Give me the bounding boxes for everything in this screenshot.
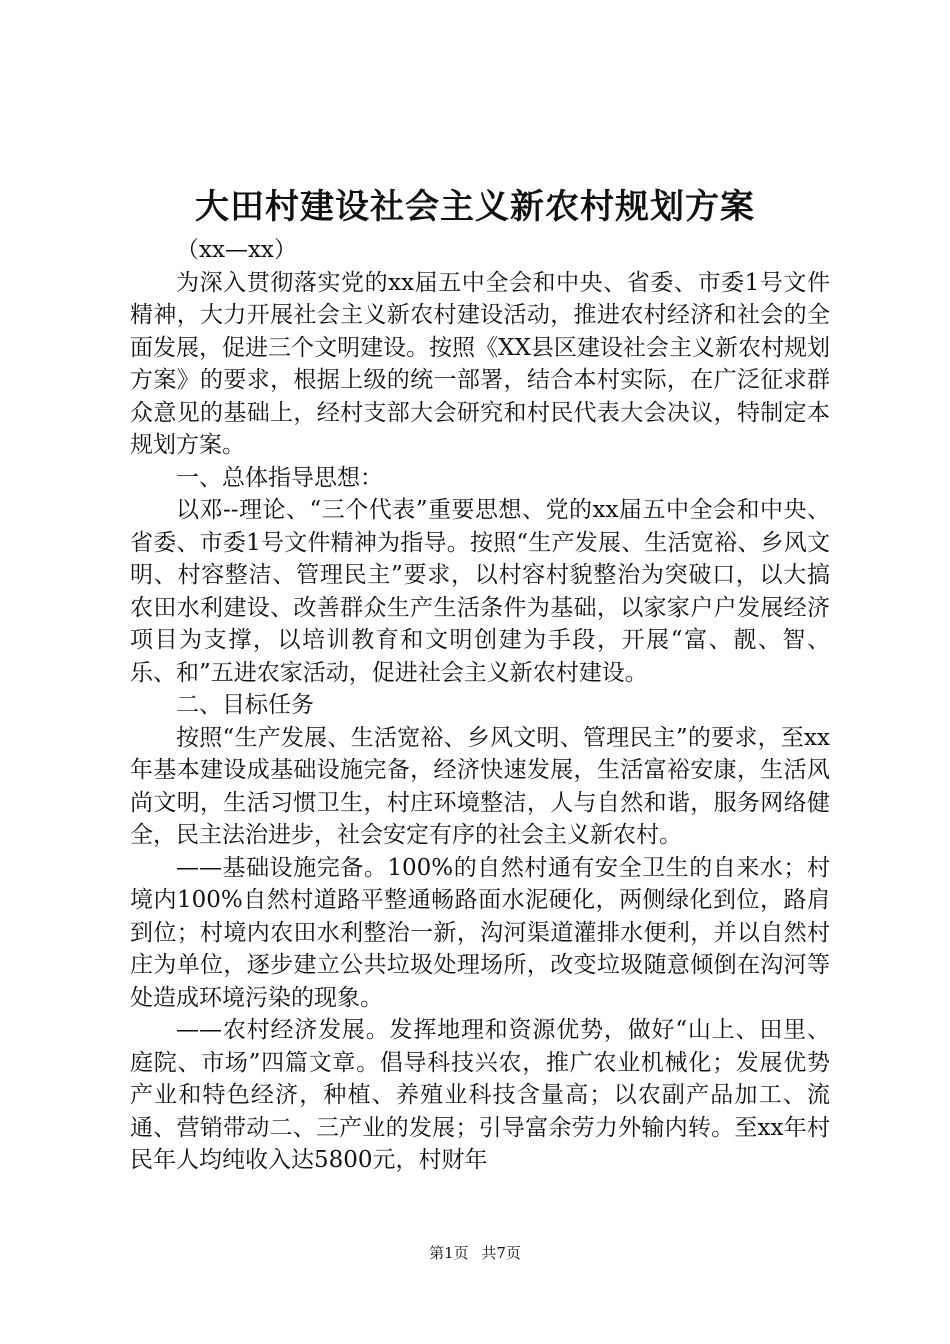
document-title: 大田村建设社会主义新农村规划方案 — [195, 187, 755, 227]
date-range-paragraph: （xx—xx） — [176, 237, 297, 263]
targets-paragraph: 按照“生产发展、生活宽裕、乡风文明、管理民主”的要求，至xx年基本建设成基础设施完备，经济快速发展，生活富裕安康，生活风尚文明，生活习惯卫生，村庄环境整洁，人与自然和谐，服务网络健全，民主法治进步，社会安定有序的社会主义新农村。 — [130, 724, 830, 848]
intro-paragraph: 为深入贯彻落实党的xx届五中全会和中央、省委、市委1号文件精神，大力开展社会主义新农村建设活动，推进农村经济和社会的全面发展，促进三个文明建设。按照《XX县区建设社会主义新农村规划方案》的要求，根据上级的统一部署，结合本村实际，在广泛征求群众意见的基础上，经村支部大会研究和村民代表大会决议，特制定本规划方案。 — [130, 269, 830, 458]
page-number: 第1页 — [429, 1244, 469, 1262]
infrastructure-paragraph: ——基础设施完备。100%的自然村通有安全卫生的自来水；村境内100%自然村道路平整通畅路面水泥硬化，两侧绿化到位，路肩到位；村境内农田水利整治一新，沟河渠道灌排水便利，并以自然村庄为单位，逐步建立公共垃圾处理场所，改变垃圾随意倾倒在沟河等处造成环境污染的现象。 — [130, 854, 830, 1011]
total-pages: 共7页 — [481, 1244, 521, 1262]
economy-paragraph: ——农村经济发展。发挥地理和资源优势，做好“山上、田里、庭院、市场”四篇文章。倡导科技兴农，推广农业机械化；发展优势产业和特色经济，种植、养殖业科技含量高；以农副产品加工、流通、营销带动二、三产业的发展；引导富余劳力外输内转。至xx年村民年人均纯收入达5800元，村财年 — [130, 1017, 830, 1173]
section-heading-guiding-thought: 一、总体指导思想： — [176, 464, 383, 491]
section-heading-targets: 二、目标任务 — [176, 692, 314, 718]
guiding-thought-paragraph: 以邓--理论、“三个代表”重要思想、党的xx届五中全会和中央、省委、市委1号文件精神为指导。按照“生产发展、生活宽裕、乡风文明、村容整洁、管理民主”要求，以村容村貌整治为突破口，以大搞农田水利建设、改善群众生产生活条件为基础，以家家户户发展经济项目为支撑，以培训教育和文明创建为手段，开展“富、靓、智、乐、和”五进农家活动，促进社会主义新农村建设。 — [130, 497, 830, 686]
page-footer — [0, 1243, 950, 1263]
document-body — [130, 234, 830, 1177]
